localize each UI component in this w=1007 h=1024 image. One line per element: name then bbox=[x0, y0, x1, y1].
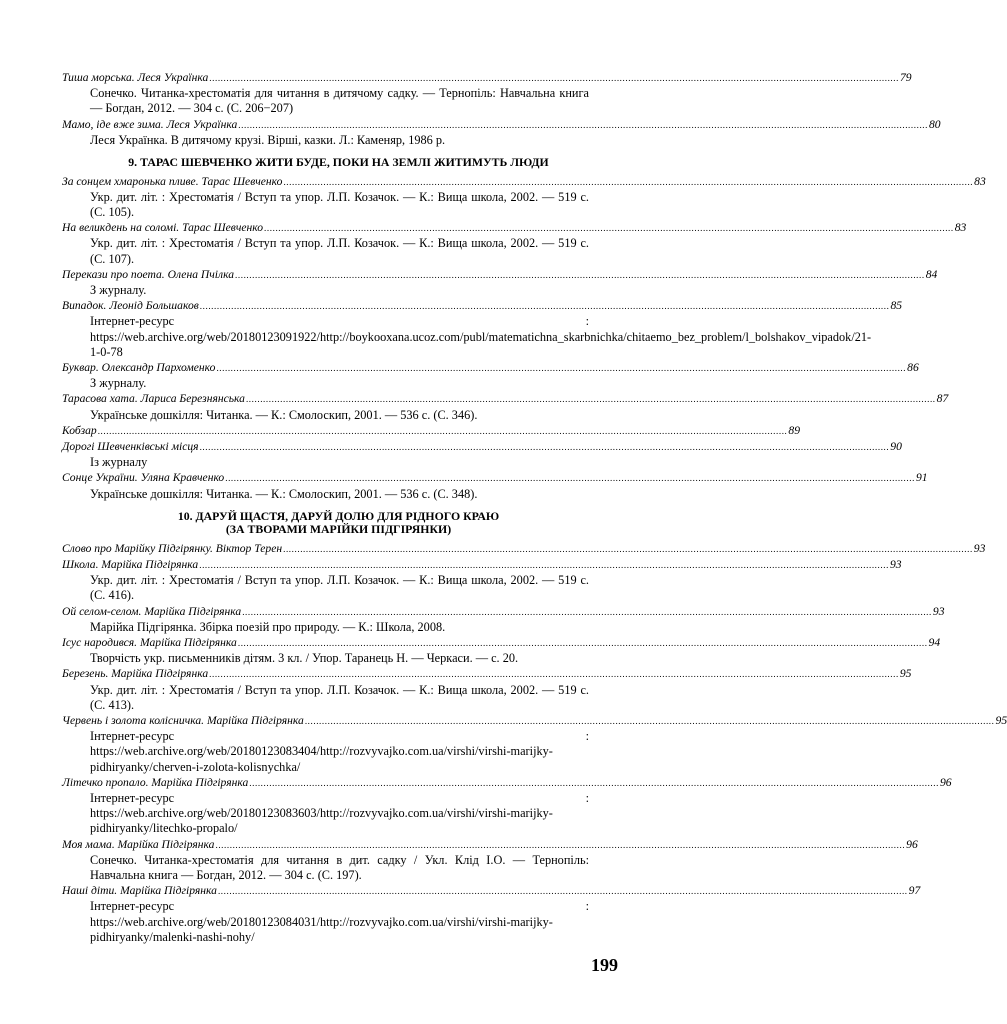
toc-title-line bbox=[62, 557, 902, 573]
entry-page-number: 96 bbox=[906, 837, 918, 851]
toc-entry bbox=[62, 604, 945, 635]
entry-title: На великдень на соломі. Тарас Шевченко bbox=[62, 221, 264, 235]
entry-source: Інтернет-ресурс : https://web.archive.org/web/20180123083404/http://rozvyvajko.com.ua/virshi/virshi-marijky-pidhiryanky/cherven-i-zolota-kolisnychka/ bbox=[90, 729, 589, 774]
entry-title: Буквар. Олександр Пархоменко bbox=[62, 360, 216, 374]
entry-page-number: 93 bbox=[973, 541, 986, 555]
entry-title: Ой селом-селом. Марійка Підгірянка bbox=[62, 604, 242, 618]
entry-source: Марійка Підгірянка. Збірка поезій про природу. — К.: Школа, 2008. bbox=[90, 619, 446, 634]
dot-leader bbox=[209, 667, 899, 682]
entry-title: Червень і золота колісничка. Марійка Підгірянка bbox=[62, 714, 304, 728]
page-number: 199 bbox=[591, 955, 618, 975]
entry-page-number: 95 bbox=[995, 714, 1007, 728]
toc-title-line bbox=[62, 883, 921, 899]
dot-leader bbox=[283, 175, 973, 190]
toc-entry bbox=[62, 666, 912, 713]
toc-entry bbox=[62, 837, 918, 884]
toc-entry bbox=[62, 298, 903, 360]
dot-leader bbox=[216, 361, 906, 376]
toc-title-line bbox=[62, 360, 919, 376]
entry-page-number: 80 bbox=[929, 117, 941, 131]
section-heading bbox=[62, 156, 615, 170]
dot-leader bbox=[238, 636, 928, 651]
entry-title: Наші діти. Марійка Підгірянка bbox=[62, 884, 217, 898]
entry-title: Ісус народився. Марійка Підгірянка bbox=[62, 636, 237, 649]
entry-source: Укр. дит. літ. : Хрестоматія / Вступ та упор. Л.П. Козачок. — К.: Вища школа, 2002. — 519 с. (С. 107). bbox=[90, 236, 589, 266]
entry-source: З журналу. bbox=[90, 282, 147, 297]
entry-page-number: 83 bbox=[974, 174, 986, 188]
toc-entry bbox=[62, 557, 902, 604]
entry-page-number: 91 bbox=[915, 471, 928, 485]
entry-title: Літечко пропало. Марійка Підгірянка bbox=[62, 775, 249, 789]
entry-page-number: 90 bbox=[890, 439, 902, 453]
toc-title-line bbox=[62, 174, 986, 190]
section-heading-line: 9. ТАРАС ШЕВЧЕНКО ЖИТИ БУДЕ, ПОКИ НА ЗЕМЛІ ЖИТИМУТЬ ЛЮДИ bbox=[128, 155, 549, 170]
dot-leader bbox=[218, 884, 908, 899]
entry-page-number: 79 bbox=[899, 71, 912, 84]
entry-page-number: 96 bbox=[939, 775, 952, 789]
toc-entry bbox=[62, 174, 986, 221]
entry-page-number: 83 bbox=[954, 221, 967, 235]
entry-title: За сонцем хмаронька пливе. Тарас Шевченко bbox=[62, 174, 283, 188]
entry-source: Українське дошкілля: Читанка. — К.: Смолоскип, 2001. — 536 с. (С. 348). bbox=[90, 486, 478, 501]
entry-title: Сонце України. Уляна Кравченко bbox=[62, 471, 225, 485]
dot-leader bbox=[249, 776, 939, 791]
dot-leader bbox=[246, 392, 936, 407]
entry-title: Березень. Марійка Підгірянка bbox=[62, 667, 209, 681]
entry-title: Слово про Марійку Підгірянку. Віктор Терен bbox=[62, 541, 283, 555]
toc-title-line bbox=[62, 439, 902, 455]
entry-source: Українське дошкілля: Читанка. — К.: Смолоскип, 2001. — 536 с. (С. 346). bbox=[90, 407, 478, 422]
toc-entry bbox=[62, 470, 928, 501]
entry-title: Школа. Марійка Підгірянка bbox=[62, 557, 199, 571]
toc-title-line bbox=[62, 70, 912, 86]
entry-title: Тарасова хата. Лариса Березнянська bbox=[62, 392, 245, 406]
section-heading-line: (ЗА ТВОРАМИ МАРІЙКИ ПІДГІРЯНКИ) bbox=[225, 522, 452, 537]
entry-source: Інтернет-ресурс : https://web.archive.org/web/20180123084031/http://rozvyvajko.com.ua/virshi/virshi-marijky-pidhiryanky/malenki-nashi-nohy/ bbox=[90, 899, 589, 944]
entry-page-number: 94 bbox=[928, 636, 941, 649]
dot-leader bbox=[242, 605, 932, 620]
dot-leader bbox=[209, 71, 899, 86]
dot-leader bbox=[305, 714, 995, 729]
toc-title-line bbox=[62, 220, 967, 236]
entry-source: Інтернет-ресурс : https://web.archive.org/web/20180123083603/http://rozvyvajko.com.ua/virshi/virshi-marijky-pidhiryanky/litechko-propalo/ bbox=[90, 791, 589, 836]
dot-leader bbox=[215, 838, 905, 853]
entry-source: Сонечко. Читанка-хрестоматія для читання в дит. садку / Укл. Клід І.О. — Тернопіль: Навчальна книга — Богдан, 2012. — 304 с. (С. 197). bbox=[90, 852, 589, 883]
entry-title: Тиша морська. Леся Українка bbox=[62, 71, 209, 84]
toc-entry bbox=[62, 775, 952, 837]
toc-title-line bbox=[62, 604, 945, 620]
toc-title-line bbox=[62, 666, 912, 682]
toc-title-line bbox=[62, 635, 941, 651]
entry-page-number: 93 bbox=[889, 557, 902, 571]
entry-source: Укр. дит. літ. : Хрестоматія / Вступ та упор. Л.П. Козачок. — К.: Вища школа, 2002. — 519 с. (С. 416). bbox=[90, 573, 589, 603]
entry-source: Леся Українка. В дитячому крузі. Вірші, казки. Л.: Каменяр, 1986 р. bbox=[90, 132, 446, 147]
toc-entry bbox=[62, 391, 949, 422]
entry-page-number: 89 bbox=[788, 423, 800, 437]
entry-title: Кобзар bbox=[62, 423, 97, 437]
dot-leader bbox=[200, 440, 890, 455]
entry-page-number: 84 bbox=[925, 267, 938, 281]
entry-title: Моя мама. Марійка Підгірянка bbox=[62, 837, 215, 851]
toc-entry bbox=[62, 423, 800, 439]
dot-leader bbox=[225, 471, 915, 486]
toc-entry bbox=[62, 70, 912, 117]
toc-entry bbox=[62, 541, 986, 557]
dot-leader bbox=[238, 118, 928, 133]
section-heading bbox=[62, 510, 615, 537]
toc-entry bbox=[62, 360, 919, 391]
entry-title: Випадок. Леонід Большаков bbox=[62, 299, 199, 313]
entry-source: Інтернет-ресурс : https://web.archive.org/web/20180123091922/http://boykooxana.ucoz.com/publ/matematichna_skarbnichka/chitaemo_bez_problem/l_bolshakov_vipadok/21-1-0-78 bbox=[90, 314, 872, 359]
toc-title-line bbox=[62, 775, 952, 791]
section-heading-line: 10. ДАРУЙ ЩАСТЯ, ДАРУЙ ДОЛЮ ДЛЯ РІДНОГО КРАЮ bbox=[177, 508, 500, 523]
entry-source: Укр. дит. літ. : Хрестоматія / Вступ та упор. Л.П. Козачок. — К.: Вища школа, 2002. — 519 с. (С. 413). bbox=[90, 682, 589, 712]
toc-title-line bbox=[62, 713, 1007, 729]
dot-leader bbox=[264, 221, 954, 236]
dot-leader bbox=[199, 558, 889, 573]
entry-page-number: 87 bbox=[936, 392, 949, 406]
toc-entry bbox=[62, 439, 902, 470]
dot-leader bbox=[235, 268, 925, 283]
entry-page-number: 93 bbox=[932, 604, 945, 618]
toc-title-line bbox=[62, 470, 928, 486]
toc-title-line bbox=[62, 837, 918, 853]
entry-title: Перекази про поета. Олена Пчілка bbox=[62, 267, 235, 281]
entry-source: З журналу. bbox=[90, 376, 147, 391]
entry-page-number: 86 bbox=[907, 360, 919, 374]
dot-leader bbox=[200, 299, 890, 314]
entry-source: Із журналу bbox=[90, 455, 148, 470]
dot-leader bbox=[283, 542, 973, 557]
toc-entry bbox=[62, 220, 967, 267]
entry-source: Сонечко. Читанка-хрестоматія для читання в дитячому садку. — Тернопіль: Навчальна книга — Богдан, 2012. — 304 с. (С. 206−207) bbox=[90, 86, 589, 116]
toc-title-line bbox=[62, 298, 903, 314]
toc-entry bbox=[62, 883, 921, 945]
toc-entry bbox=[62, 267, 938, 298]
entry-source: Укр. дит. літ. : Хрестоматія / Вступ та упор. Л.П. Козачок. — К.: Вища школа, 2002. — 519 с. (С. 105). bbox=[90, 189, 589, 219]
toc-title-line bbox=[62, 391, 949, 407]
entry-title: Дорогі Шевченківські місця bbox=[62, 439, 199, 453]
toc-title-line bbox=[62, 267, 938, 283]
entry-source: Творчість укр. письменників дітям. 3 кл. / Упор. Таранець Н. — Черкаси. — с. 20. bbox=[90, 651, 519, 666]
toc-entry bbox=[62, 635, 941, 666]
entry-page-number: 95 bbox=[899, 667, 912, 681]
table-of-contents bbox=[62, 70, 1007, 945]
toc-entry bbox=[62, 713, 1007, 775]
toc-entry bbox=[62, 117, 941, 148]
toc-title-line bbox=[62, 541, 986, 557]
entry-page-number: 97 bbox=[908, 884, 921, 898]
toc-title-line bbox=[62, 423, 800, 439]
dot-leader bbox=[98, 424, 788, 439]
entry-page-number: 85 bbox=[890, 299, 903, 313]
toc-title-line bbox=[62, 117, 941, 133]
entry-title: Мамо, іде вже зима. Леся Українка bbox=[62, 117, 238, 131]
